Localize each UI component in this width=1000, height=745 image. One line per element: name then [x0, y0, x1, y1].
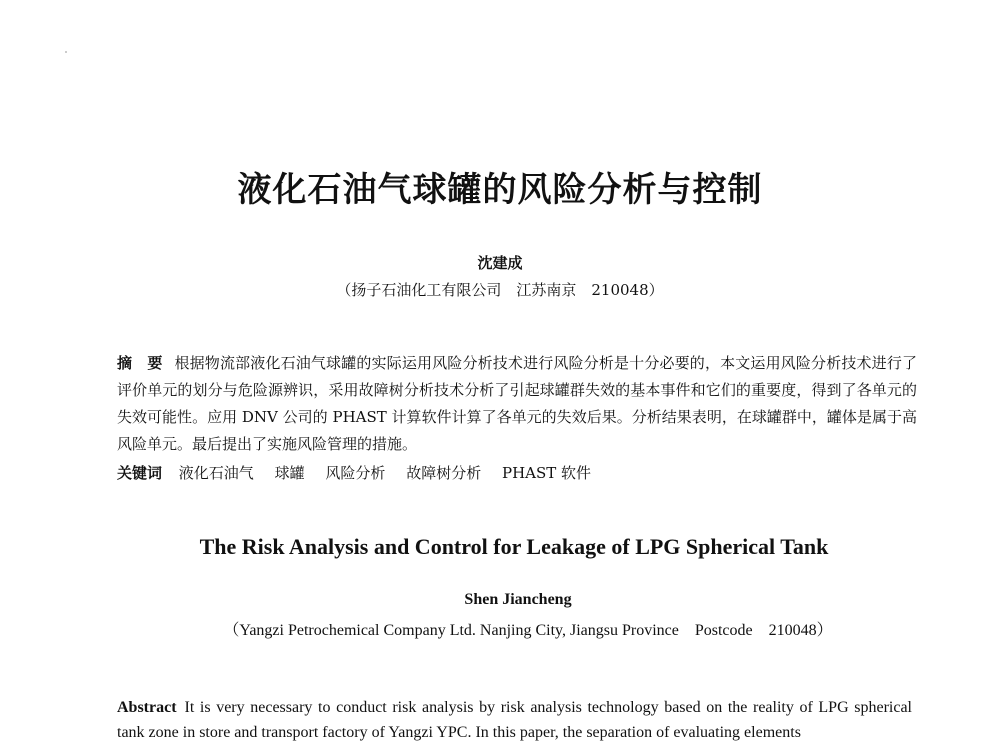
chinese-abstract	[117, 350, 917, 458]
chinese-abstract-label: 摘 要	[117, 354, 163, 372]
english-abstract	[117, 695, 912, 745]
chinese-keywords	[117, 460, 917, 487]
english-author: Shen Jiancheng	[464, 591, 572, 608]
chinese-author: 沈建成	[477, 254, 523, 272]
keyword: 球罐	[274, 464, 305, 482]
english-abstract-text: It is very necessary to conduct risk analysis by risk analysis technology based on the reality of LPG spherical tank zone in store and transport factory of Yangzi YPC. In this paper, the separation of evaluating elements	[117, 699, 912, 741]
keyword: PHAST 软件	[501, 464, 592, 482]
keyword: 故障树分析	[406, 464, 482, 482]
english-abstract-label: Abstract	[117, 699, 177, 716]
english-affiliation: （Yangzi Petrochemical Company Ltd. Nanjing City, Jiangsu Province Postcode 210048）	[223, 622, 833, 639]
chinese-keywords-label: 关键词	[117, 464, 163, 482]
chinese-affiliation: （扬子石油化工有限公司 江苏南京 210048）	[336, 281, 664, 299]
keyword: 液化石油气	[178, 464, 254, 482]
english-title: The Risk Analysis and Control for Leakage of LPG Spherical Tank	[199, 534, 829, 559]
chinese-title: 液化石油气球罐的风险分析与控制	[237, 170, 763, 210]
keyword: 风险分析	[325, 464, 386, 482]
scan-speck	[65, 51, 67, 53]
chinese-abstract-text: 根据物流部液化石油气球罐的实际运用风险分析技术进行风险分析是十分必要的，本文运用风险分析技术进行了评价单元的划分与危险源辨识，采用故障树分析技术分析了引起球罐群失效的基本事件和它们的重要度，得到了各单元的失效可能性。应用 DNV 公司的 PHAST 计算软件计算了各单元的失效后果。分析结果表明，在球罐群中，罐体是属于高风险单元。最后提出了实施风险管理的措施。	[117, 354, 917, 453]
